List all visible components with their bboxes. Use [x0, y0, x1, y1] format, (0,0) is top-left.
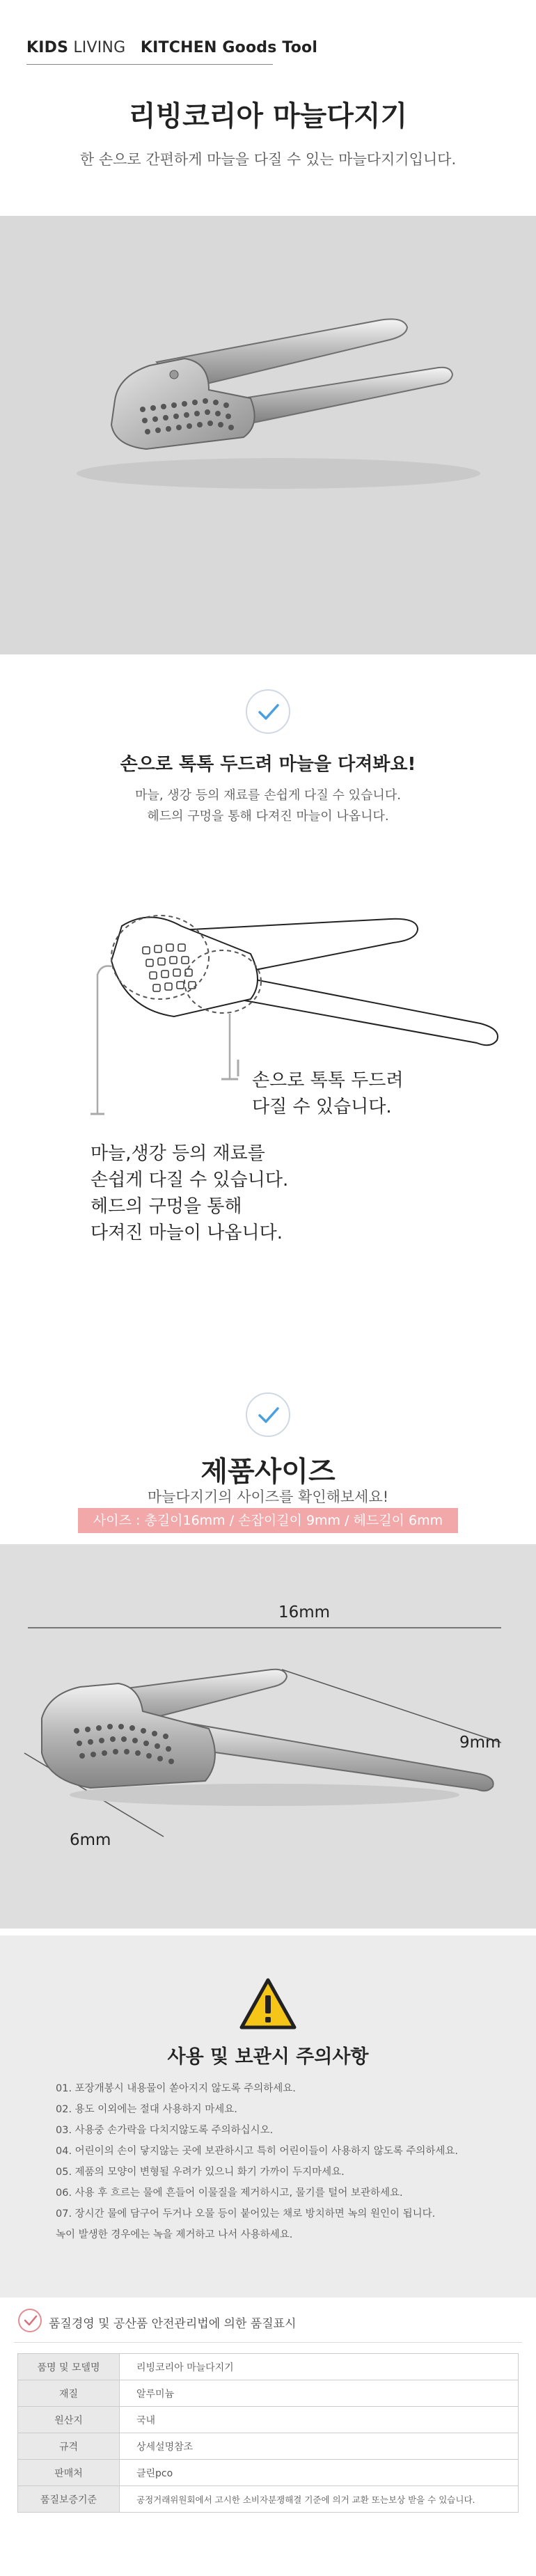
brand-bold: KIDS — [26, 39, 69, 56]
table-key: 재질 — [18, 2380, 120, 2407]
caution-item: 04. 어린이의 손이 닿지않는 곳에 보관하시고 특히 어린이들이 사용하지 않도록 주의하세요. — [56, 2146, 459, 2157]
caution-item: 02. 용도 이외에는 절대 사용하지 마세요. — [56, 2104, 237, 2115]
callout-mince-line-1: 마늘,생강 등의 재료를 — [90, 1143, 265, 1164]
table-value: 공정거래위원회에서 고시한 소비자분쟁해결 기준에 의거 교환 또는보상 받을 수 있습니다. — [120, 2486, 519, 2513]
brand-label — [26, 39, 317, 56]
table-key: 판매처 — [18, 2460, 120, 2486]
table-row — [18, 2380, 519, 2407]
product-photo — [0, 216, 536, 654]
table-key: 품명 및 모델명 — [18, 2354, 120, 2380]
table-value: 국내 — [120, 2407, 519, 2433]
dimension-total: 16mm — [278, 1603, 331, 1621]
table-row — [18, 2354, 519, 2380]
size-badge: 사이즈 : 총길이16mm / 손잡이길이 9mm / 헤드길이 6mm — [78, 1508, 458, 1533]
brand-category: KITCHEN Goods Tool — [140, 39, 318, 56]
table-key: 규격 — [18, 2433, 120, 2460]
table-value: 알루미늄 — [120, 2380, 519, 2407]
check-icon-size — [246, 1392, 290, 1437]
size-photo — [0, 1544, 536, 1929]
dimension-handle: 9mm — [459, 1734, 501, 1752]
table-key: 품질보증기준 — [18, 2486, 120, 2513]
feature-desc-2: 헤드의 구멍을 통해 다져진 마늘이 나옵니다. — [147, 809, 389, 824]
callout-mince-line-2: 손쉽게 다질 수 있습니다. — [90, 1170, 289, 1191]
caution-item: 녹이 발생한 경우에는 녹을 제거하고 나서 사용하세요. — [56, 2229, 293, 2240]
quality-title: 품질경영 및 공산품 안전관리법에 의한 품질표시 — [49, 2317, 297, 2331]
callout-mince-line-4: 다져진 마늘이 나옵니다. — [90, 1223, 283, 1243]
callout-tap-line-1: 손으로 톡톡 두드려 — [252, 1070, 404, 1091]
garlic-press-photo — [0, 216, 536, 654]
page-title: 리빙코리아 마늘다지기 — [128, 100, 408, 132]
feature-desc-1: 마늘, 생강 등의 재료를 손쉽게 다질 수 있습니다. — [135, 788, 401, 803]
caution-item: 03. 사용중 손가락을 다치지않도록 주의하십시오. — [56, 2125, 274, 2136]
size-title: 제품사이즈 — [200, 1456, 336, 1488]
table-row — [18, 2460, 519, 2486]
caution-item: 05. 제품의 모양이 변형될 우려가 있으니 화기 가까이 두지마세요. — [56, 2167, 345, 2178]
warning-icon — [239, 1977, 297, 2030]
table-row — [18, 2433, 519, 2460]
quality-divider — [14, 2342, 522, 2343]
brand-divider — [26, 64, 273, 65]
feature-title: 손으로 톡톡 두드려 마늘을 다져봐요! — [120, 754, 416, 775]
caution-item: 07. 장시간 물에 담구어 두거나 오물 등이 붙어있는 채로 방치하면 녹의 원인이 됩니다. — [56, 2208, 436, 2220]
quality-table — [17, 2353, 519, 2513]
table-key: 원산지 — [18, 2407, 120, 2433]
check-circle-icon — [18, 2309, 42, 2332]
callout-mince-line-3: 헤드의 구멍을 통해 — [90, 1196, 242, 1217]
garlic-press-size-photo — [0, 1544, 536, 1929]
table-row — [18, 2407, 519, 2433]
table-value: 상세설명참조 — [120, 2433, 519, 2460]
page-subtitle: 한 손으로 간편하게 마늘을 다질 수 있는 마늘다지기입니다. — [79, 151, 457, 168]
dimension-head: 6mm — [70, 1831, 111, 1849]
caution-list — [56, 2078, 501, 2245]
table-row — [18, 2486, 519, 2513]
size-desc: 마늘다지기의 사이즈를 확인해보세요! — [147, 1489, 389, 1505]
callout-mince — [90, 1140, 288, 1246]
check-icon — [246, 689, 290, 734]
callout-tap — [252, 1067, 403, 1120]
brand-light: LIVING — [68, 39, 126, 56]
callout-tap-line-2: 다질 수 있습니다. — [252, 1097, 392, 1117]
caution-item: 01. 포장개봉시 내용물이 쏟아지지 않도록 주의하세요. — [56, 2083, 296, 2094]
caution-title: 사용 및 보관시 주의사항 — [167, 2046, 369, 2068]
table-value: 리빙코리아 마늘다지기 — [120, 2354, 519, 2380]
table-value: 클린pco — [120, 2460, 519, 2486]
caution-item: 06. 사용 후 흐르는 물에 흔들어 이물질을 제거하시고, 물기를 털어 보관하세요. — [56, 2188, 403, 2199]
header-section — [0, 0, 536, 216]
